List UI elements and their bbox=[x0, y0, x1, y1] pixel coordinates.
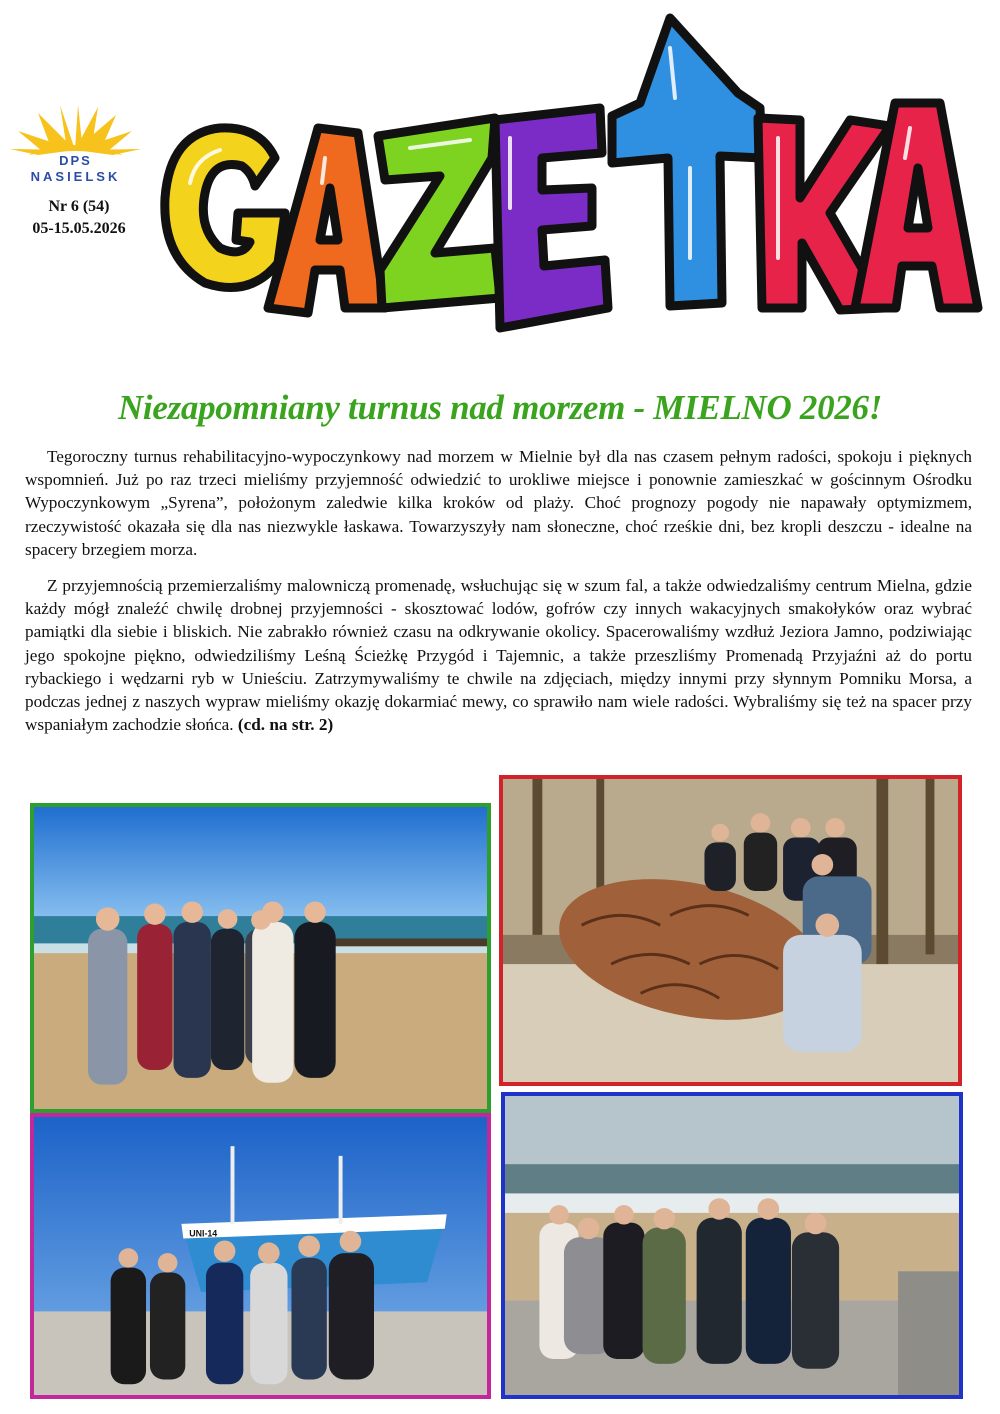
continued-note: (cd. na str. 2) bbox=[237, 715, 334, 735]
article-paragraph-1: Tegoroczny turnus rehabilitacyjno-wypoczynkowy nad morzem w Mielnie był dla nas czasem pełnym radości, spokoju i pięknych wspomnień. Już po raz trzeci mieliśmy przyjemność odwiedzić to urokliwe miejsce i ponownie zamieszkać w gościnnym Ośrodku Wypoczynkowym „Syrena”, położonym zaledwie kilka kroków od plaży. Choć prognozy pogody nie napawały optymizmem, rzeczywistość okazała się dla nas niezwykle łaskawa. Towarzyszyły nam słoneczne, choć rześkie dni, bez kropli deszczu - idealne na spacery brzegiem morza. bbox=[25, 447, 972, 559]
photo-beach-group bbox=[30, 803, 491, 1113]
dps-logo bbox=[8, 105, 143, 195]
boat-label: UNI-14 bbox=[189, 1228, 218, 1239]
pinecone-sculpture-image bbox=[503, 779, 958, 1082]
photo-boat-group bbox=[30, 1113, 491, 1399]
boat-group-image bbox=[34, 1117, 487, 1395]
beach-group-image bbox=[34, 807, 487, 1109]
issue-number: Nr 6 (54) bbox=[48, 198, 110, 215]
article-body bbox=[25, 445, 972, 749]
gazetka-logo-drawing bbox=[150, 8, 985, 368]
article-headline: Niezapomniany turnus nad morzem - MIELNO 2026! bbox=[117, 388, 883, 427]
photo-promenade-group bbox=[501, 1092, 963, 1399]
logo-nasielsk-text: NASIELSK bbox=[30, 169, 121, 184]
issue-dates: 05-15.05.2026 bbox=[32, 220, 126, 237]
photo-pinecone-sculpture bbox=[499, 775, 962, 1086]
promenade-group-image bbox=[505, 1096, 959, 1395]
logo-dps-text: DPS bbox=[59, 153, 92, 168]
article-paragraph-2-text: Z przyjemnością przemierzaliśmy malowniczą promenadę, wsłuchując się w szum fal, a także odwiedzaliśmy centrum Mielna, gdzie każdy mógł znaleźć chwilę drobnej przyjemności - skosztować lodów, gofrów czy innych wakacyjnych smakołyków oraz wybrać pamiątki dla siebie i bliskich. Nie zabrakło również czasu na odkrywanie okolicy. Spacerowaliśmy wzdłuż Jeziora Jamno, podziwiając jego spokojne piękno, odwiedziliśmy Leśną Ścieżkę Przygód i Tajemnic, a także przeszliśmy Promenadą Przyjaźni aż do portu rybackiego i wędzarni ryb w Unieściu. Zatrzymywaliśmy te chwile na zdjęciach, między innymi przy słynnym Pomniku Morsa, a podczas jednej z naszych wypraw mieliśmy okazję dokarmiać mewy, co sprawiło nam wiele radości. Wybraliśmy się też na spacer przy wspaniałym zachodzie słońca. bbox=[25, 576, 972, 735]
issue-info bbox=[14, 196, 144, 240]
article-paragraph-2 bbox=[25, 574, 972, 736]
masthead-gazetka bbox=[150, 8, 985, 368]
